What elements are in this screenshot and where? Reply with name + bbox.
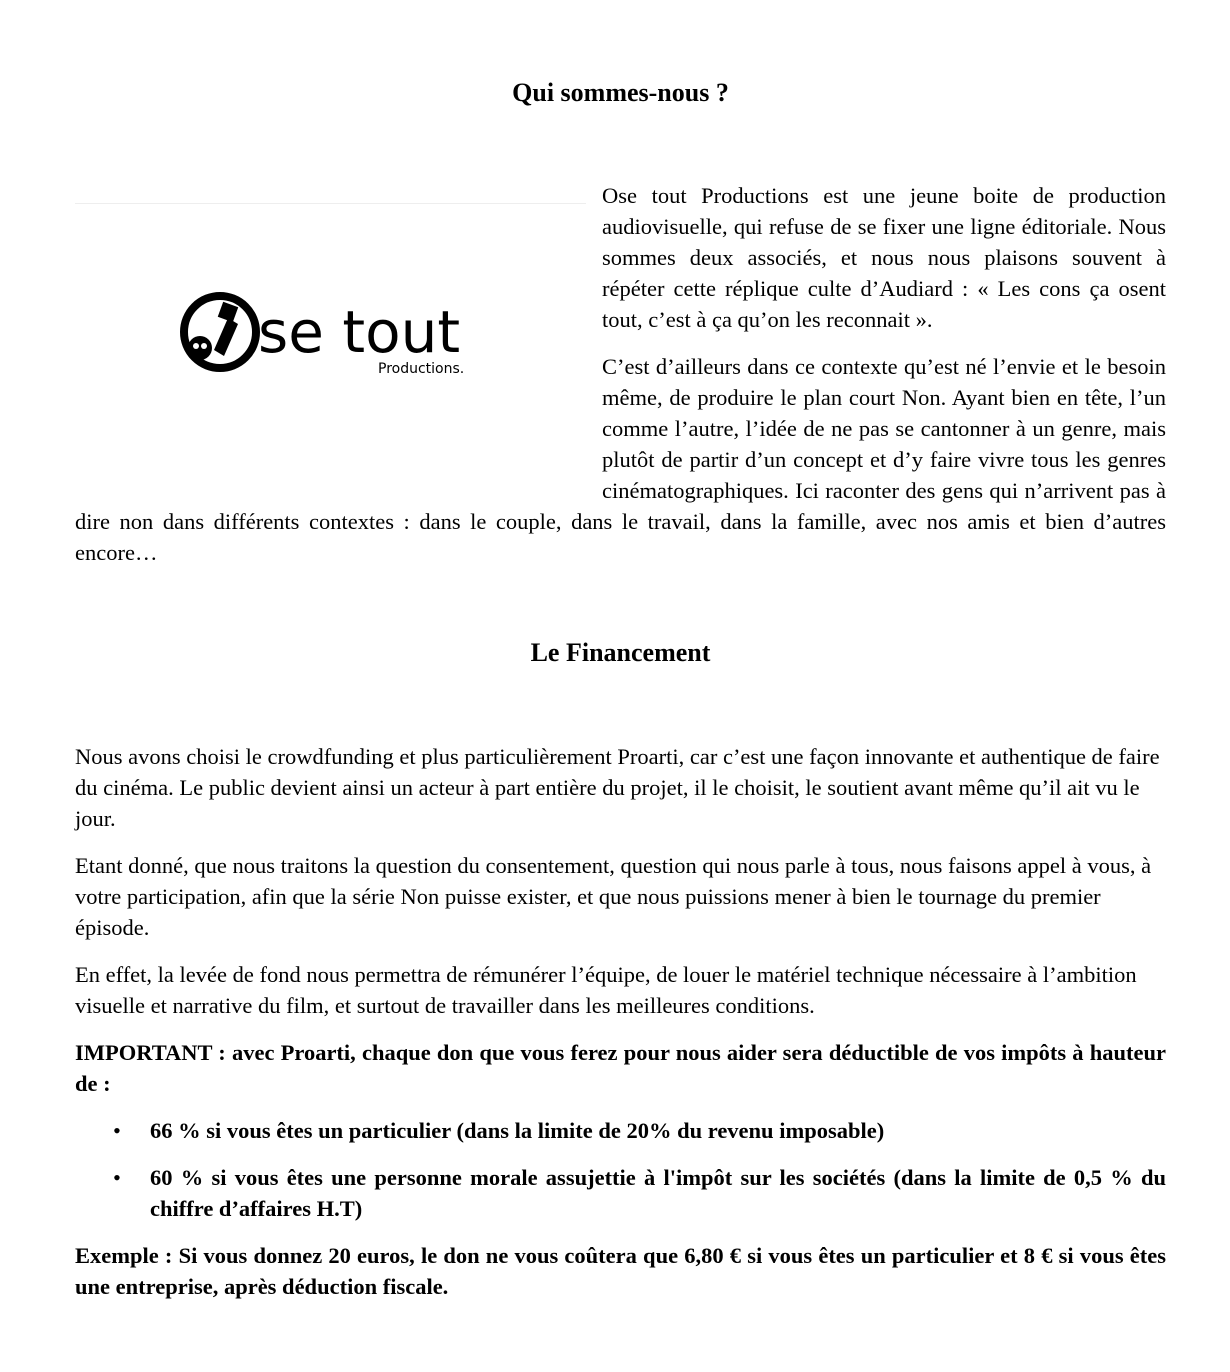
about-paragraph-1: Ose tout Productions est une jeune boite de production audiovisuelle, qui refuse de se fixer une ligne éditoriale. Nous sommes deux associés, et nous nous plaisons souvent à répéter cette réplique culte d’Audiard : « Les cons ça osent tout, c’est à ça qu’on les reconnait ».: [602, 183, 1166, 332]
bullet-icon: •: [113, 1165, 121, 1190]
deduction-list: [75, 1115, 1166, 1224]
logo-wordmark: se tout: [258, 298, 461, 366]
financing-paragraph-2: Etant donné, que nous traitons la question du consentement, question qui nous parle à tous, nous faisons appel à vous, à votre participation, afin que la série Non puisse exister, et que nous puissions mener à bien le tournage du premier épisode.: [75, 853, 1152, 940]
important-notice: IMPORTANT : avec Proarti, chaque don que vous ferez pour nous aider sera déductible de vos impôts à hauteur de :: [75, 1040, 1166, 1096]
bullet-icon: •: [113, 1118, 121, 1143]
about-title: Qui sommes-nous ?: [512, 78, 729, 107]
list-item-text: 66 % si vous êtes un particulier (dans la limite de 20% du revenu imposable): [150, 1118, 885, 1143]
about-paragraph-2: C’est d’ailleurs dans ce contexte qu’est né l’envie et le besoin même, de produire le plan court Non. Ayant bien en tête, l’un comme l’autre, l’idée de ne pas se cantonner à un genre, mais plutôt de partir d’un concept et d’y faire vivre tous les genres cinématographiques. Ici raconter des gens qui n’arrivent pas à dire non dans différents contextes : dans le couple, dans le travail, dans la famille, avec nos amis et bien d’autres encore…: [75, 354, 1166, 565]
financing-title: Le Financement: [530, 638, 711, 667]
list-item-text: 60 % si vous êtes une personne morale assujettie à l'impôt sur les sociétés (dans la limite de 0,5 % du chiffre d’affaires H.T): [150, 1165, 1166, 1221]
example-paragraph: Exemple : Si vous donnez 20 euros, le don ne vous coûtera que 6,80 € si vous êtes un particulier et 8 € si vous êtes une entreprise, après déduction fiscale.: [75, 1243, 1166, 1299]
financing-paragraph-3: En effet, la levée de fond nous permettra de rémunérer l’équipe, de louer le matériel technique nécessaire à l’ambition visuelle et narrative du film, et surtout de travailler dans les meilleures conditions.: [75, 962, 1137, 1018]
logo-subtext: Productions.: [378, 361, 465, 377]
list-item: [75, 1162, 1166, 1224]
list-item: [75, 1115, 1166, 1146]
financing-paragraph-1: Nous avons choisi le crowdfunding et plus particulièrement Proarti, car c’est une façon innovante et authentique de faire du cinéma. Le public devient ainsi un acteur à part entière du projet, il le choisit, le soutient avant même qu’il ait vu le jour.: [75, 744, 1160, 831]
logo-float-spacer: [75, 180, 602, 493]
financing-section: [75, 741, 1166, 1318]
about-section: [75, 180, 1166, 584]
